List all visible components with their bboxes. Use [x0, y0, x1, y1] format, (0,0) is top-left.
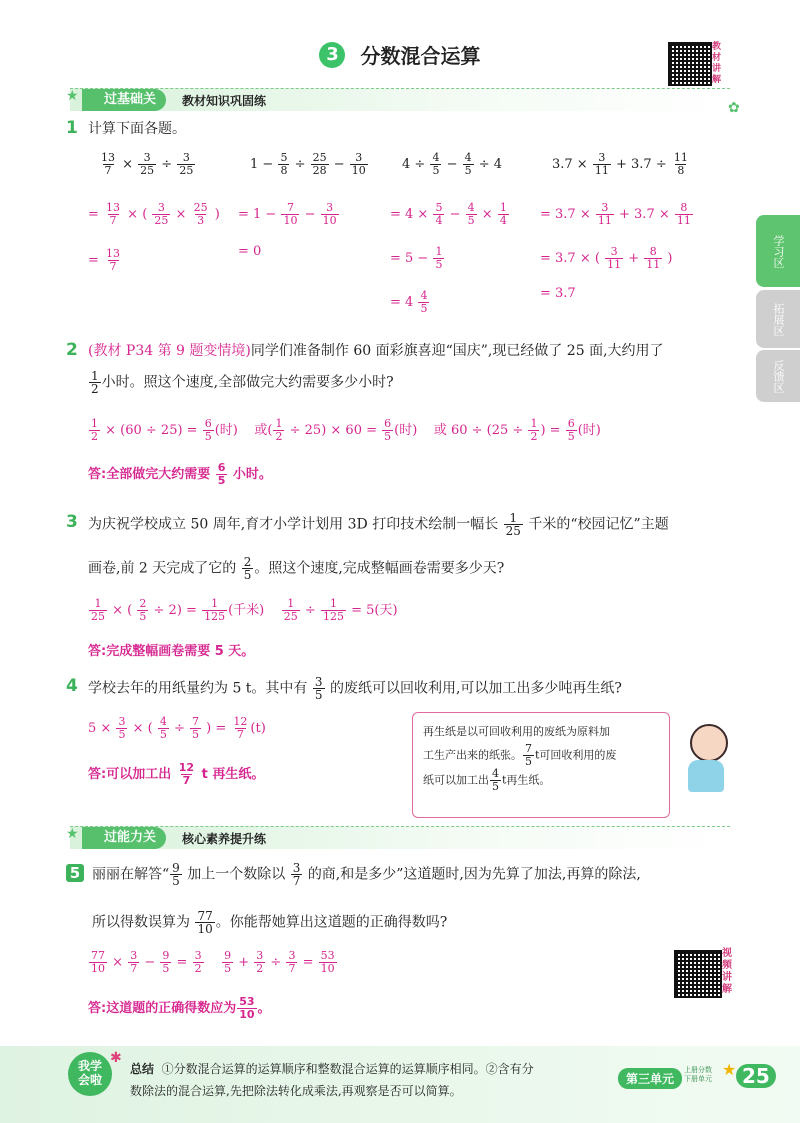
video-label: 视 频 讲 解	[722, 948, 732, 995]
q1-p2-step2: = 0	[238, 244, 262, 259]
cartoon-girl-body	[688, 760, 724, 792]
question-text: 丽丽在解答“ $\frac{9}{5}$ 加上一个数除以 $\frac{3}{7}$ 的商,和是多少”这道题时,因为先算了加法,再算的除法,	[92, 861, 641, 888]
cartoon-girl-icon	[690, 724, 728, 762]
q1-p1-step1: = $\frac{13}{7}$ × ( $\frac{3}{25}$ × $\frac{25}{3}$ )	[88, 201, 220, 227]
qr-label: 教 材 讲 解	[712, 42, 722, 85]
star-icon: ★	[66, 88, 79, 104]
q4-solution: 5 × $\frac{3}{5}$ × ( $\frac{4}{5}$ ÷ $\frac{7}{5}$ ) = $\frac{12}{7}$ (t)	[88, 715, 266, 741]
unit-small-text: 上册分数 下册单元	[684, 1066, 712, 1083]
q3-solution: $\frac{1}{25}$ × ( $\frac{2}{5}$ ÷ 2) = $\frac{1}{125}$ (千米) $\frac{1}{25}$ ÷ $\frac{1}{125}$ = 5(天)	[91, 597, 398, 623]
section-tag-basic: 过基础关	[82, 89, 166, 111]
star-icon: ★	[722, 1060, 737, 1079]
qr-code-icon[interactable]	[668, 42, 712, 86]
question-number: 1	[66, 118, 78, 138]
section-subtitle-basic: 教材知识巩固练	[182, 94, 267, 108]
side-tab-extend[interactable]: 拓展区	[756, 290, 800, 348]
question-text: 计算下面各题。	[88, 121, 186, 137]
section-band-ability	[70, 826, 730, 849]
q5-solution: $\frac{77}{10}$ × $\frac{3}{7}$ − $\frac{9}{5}$ = $\frac{3}{2}$ $\frac{9}{5}$ + $\frac{3}{2}$ ÷ $\frac{3}{7}$ = $\frac{53}{10}$	[91, 949, 335, 975]
star-icon: ★	[66, 826, 79, 842]
summary-badge: 我学 会啦	[68, 1052, 112, 1096]
section-band-basic	[70, 88, 730, 111]
q1-p3-expression: 4 ÷ $\frac{4}{5}$ − $\frac{4}{5}$ ÷ 4	[402, 151, 503, 177]
section-subtitle-ability: 核心素养提升练	[182, 832, 267, 846]
q1-p3-step3: = 4 $\frac{4}{5}$	[390, 289, 428, 315]
question-text: 所以得数误算为 $\frac{77}{10}$ 。你能帮她算出这道题的正确得数吗?	[92, 909, 448, 936]
video-qr-code-icon[interactable]	[674, 950, 722, 998]
q2-solution: $\frac{1}{2}$ × (60 ÷ 25) = $\frac{6}{5}$ (时) 或( $\frac{1}{2}$ ÷ 25) × 60 = $\frac{6}{5}$ (时) 或 60 ÷ (25 ÷ $\frac{1}{2}$ ) = $\frac{6}{5}$ (时)	[91, 417, 601, 443]
q1-p2-step1: = 1 − $\frac{7}{10}$ − $\frac{3}{10}$	[238, 201, 337, 227]
question-number: 2	[66, 340, 78, 360]
page-number: 25	[736, 1064, 776, 1088]
question-text: (教材 P34 第 9 题变情境)同学们准备制作 60 面彩旗喜迎“国庆”,现已经做了 25 面,大约用了	[88, 343, 664, 359]
side-tab-feedback[interactable]: 反馈区	[756, 350, 800, 402]
star-icon: ✱	[110, 1050, 122, 1066]
page-title: 分数混合运算	[360, 44, 481, 68]
q1-p4-step1: = 3.7 × $\frac{3}{11}$ + 3.7 × $\frac{8}{11}$	[540, 201, 691, 227]
q1-p4-step2: = 3.7 × ( $\frac{3}{11}$ + $\frac{8}{11}$ )	[540, 245, 673, 271]
q1-p1-step2: = $\frac{13}{7}$	[88, 247, 121, 273]
q1-p4-expression: 3.7 × $\frac{3}{11}$ + 3.7 ÷ $\frac{11}{8}$	[552, 151, 688, 177]
question-text: 画卷,前 2 天完成了它的 $\frac{2}{5}$ 。照这个速度,完成整幅画卷需要多少天?	[88, 555, 505, 582]
q2-answer: 答:全部做完大约需要 $\frac{6}{5}$ 小时。	[88, 461, 272, 487]
q1-p3-step1: = 4 × $\frac{5}{4}$ − $\frac{4}{5}$ × $\frac{1}{4}$	[390, 201, 507, 227]
star-icon: ✿	[728, 100, 740, 116]
summary-text: 总结 ①分数混合运算的运算顺序和整数混合运算的运算顺序相同。②含有分 数除法的混合运算,先把除法转化成乘法,再观察是否可以简算。	[130, 1062, 534, 1098]
question-number: 3	[66, 512, 78, 532]
question-text: 为庆祝学校成立 50 周年,育才小学计划用 3D 打印技术绘制一幅长 $\frac{1}{25}$ 千米的“校园记忆”主题	[88, 511, 669, 538]
question-number: 5	[66, 864, 84, 882]
question-number: 4	[66, 676, 78, 696]
unit-tag: 第三单元	[618, 1068, 682, 1089]
section-tag-ability: 过能力关	[82, 827, 166, 849]
info-note: 再生纸是以可回收利用的废纸为原料加 工生产出来的纸张。 $\frac{7}{5}$ t可回收利用的废 纸可以加工出 $\frac{4}{5}$ t再生纸。	[412, 712, 670, 818]
question-text: 学校去年的用纸量约为 5 t。其中有 $\frac{3}{5}$ 的废纸可以回收利用,可以加工出多少吨再生纸?	[88, 675, 622, 702]
q3-answer: 答:完成整幅画卷需要 5 天。	[88, 644, 255, 659]
lesson-number-badge: 3	[319, 42, 345, 68]
side-tab-study[interactable]: 学习区	[756, 215, 800, 287]
q1-p2-expression: 1 − $\frac{5}{8}$ ÷ $\frac{25}{28}$ − $\frac{3}{10}$	[250, 151, 366, 177]
q1-p4-step3: = 3.7	[540, 286, 576, 301]
q1-p3-step2: = 5 − $\frac{1}{5}$	[390, 245, 443, 271]
question-text: $\frac{1}{2}$ 小时。照这个速度,全部做完大约需要多少小时?	[91, 369, 394, 396]
q5-answer: 答:这道题的正确得数应为 $\frac{53}{10}$ 。	[88, 995, 271, 1021]
q1-p1-expression: $\frac{13}{7}$ × $\frac{3}{25}$ ÷ $\frac{3}{25}$	[101, 151, 194, 177]
q4-answer: 答:可以加工出 $\frac{12}{7}$ t 再生纸。	[88, 761, 265, 787]
